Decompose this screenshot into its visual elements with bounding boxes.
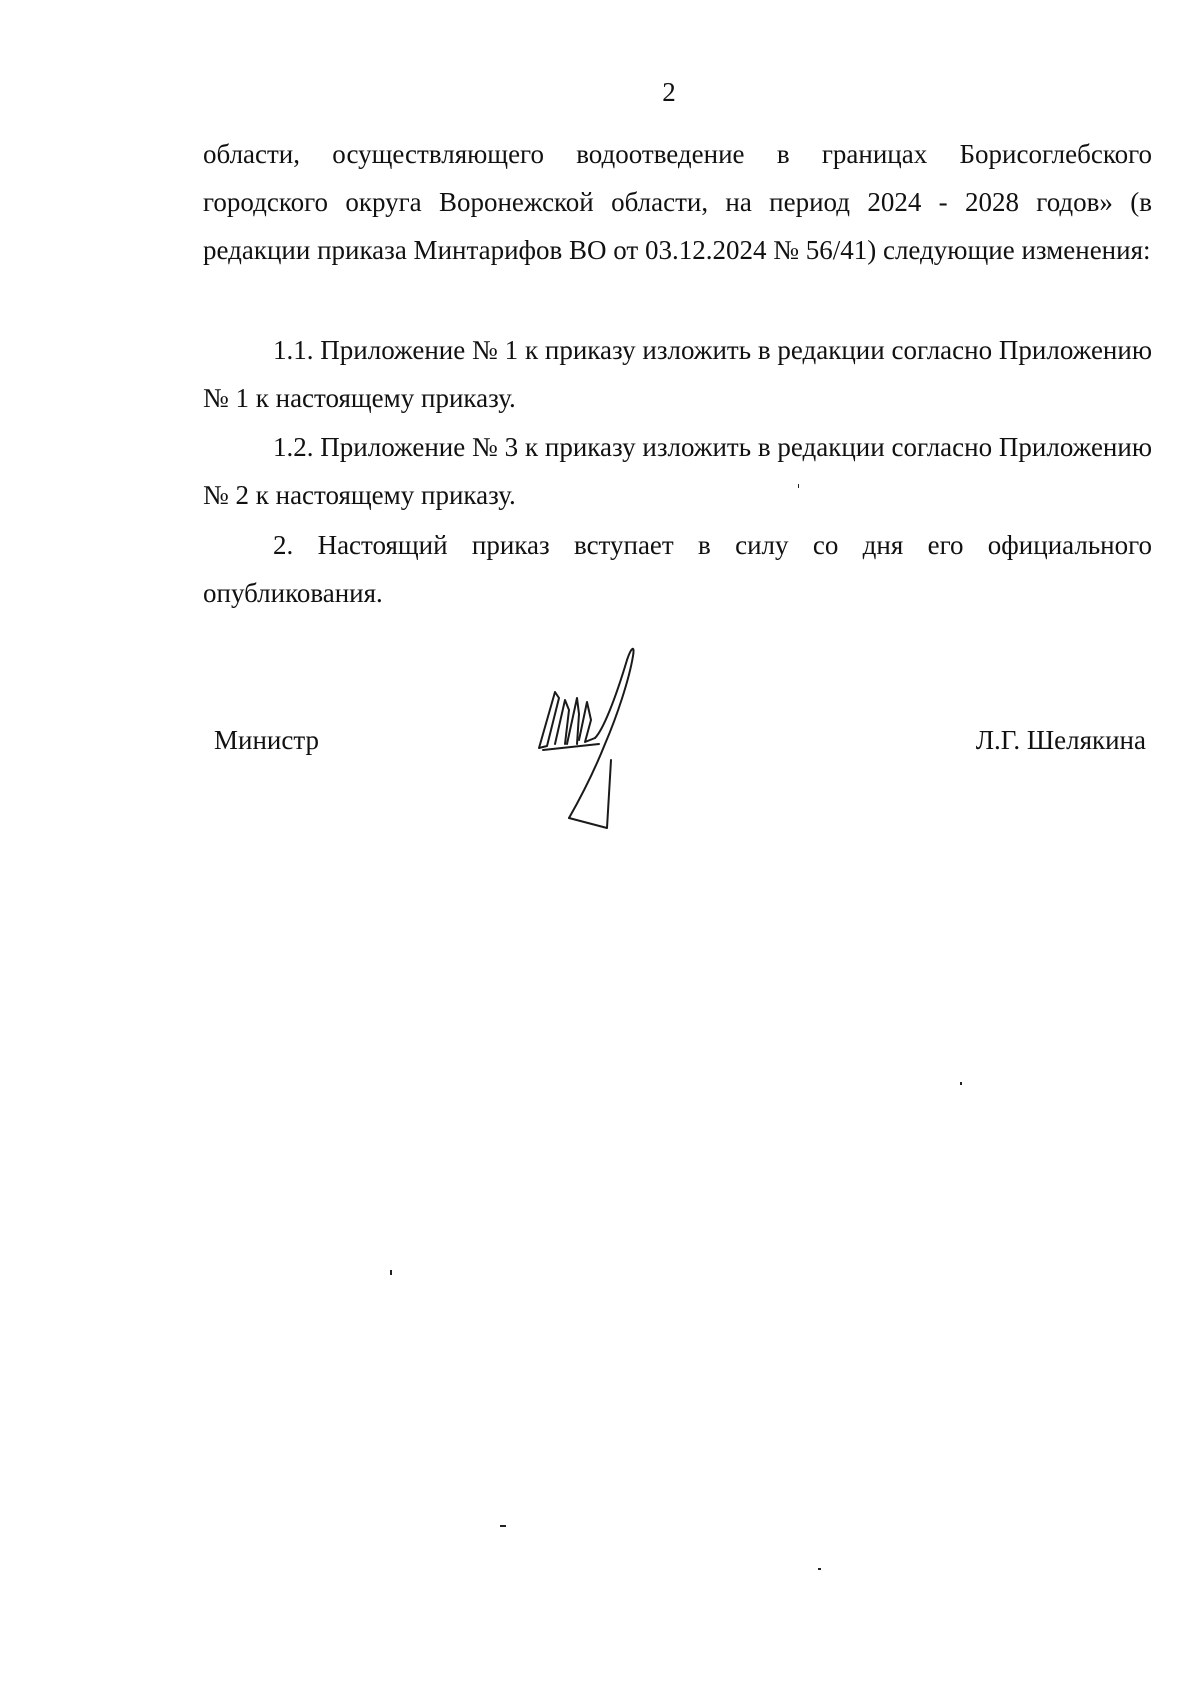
page-number: 2 (662, 77, 676, 107)
scan-speck (960, 1082, 962, 1085)
handwritten-signature (525, 640, 665, 840)
signatory-name: Л.Г. Шелякина (975, 725, 1146, 755)
paragraph-item-2: 2. Настоящий приказ вступает в силу со дня его официального опубликования. (203, 530, 1152, 608)
paragraph-item-1-1: 1.1. Приложение № 1 к приказу изложить в редакции согласно Приложению № 1 к настоящему приказу. (203, 335, 1152, 413)
signatory-title: Министр (214, 725, 319, 755)
scan-speck (390, 1270, 392, 1275)
paragraph-continuation: области, осуществляющего водоотведение в границах Борисоглебского городского округа Воронежской области, на период 2024 - 2028 годов» (в редакции приказа Минтарифов ВО от 03.12.2024 № 56/41) следующие изменения: (203, 139, 1152, 265)
paragraph-item-1-2: 1.2. Приложение № 3 к приказу изложить в редакции согласно Приложению № 2 к настоящему приказу. (203, 432, 1152, 510)
scan-speck (798, 484, 799, 488)
scan-speck (500, 1525, 506, 1527)
scan-speck (818, 1568, 821, 1570)
